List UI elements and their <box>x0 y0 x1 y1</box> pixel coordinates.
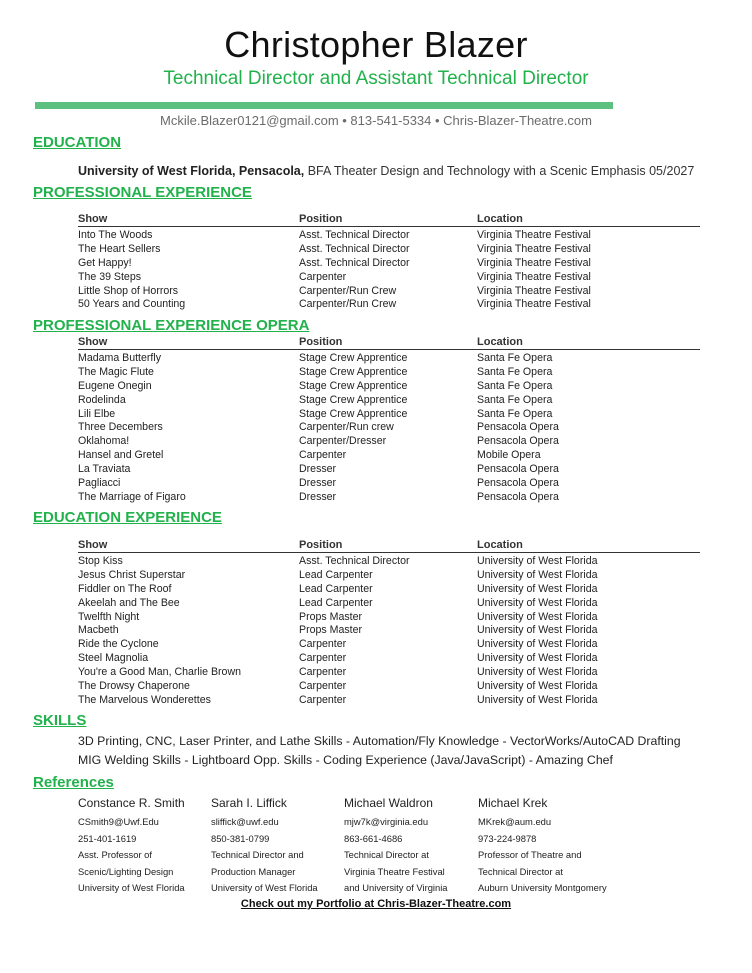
education-entry <box>78 164 694 178</box>
row-location: Santa Fe Opera <box>477 393 553 406</box>
row-show: Fiddler on The Roof <box>78 582 172 595</box>
row-show: Steel Magnolia <box>78 652 149 665</box>
reference-phone: 850-381-0799 <box>211 832 270 844</box>
row-location: Virginia Theatre Festival <box>477 284 591 297</box>
reference-card <box>78 794 208 897</box>
reference-title: University of West Florida <box>211 882 318 894</box>
reference-name: Sarah I. Liffick <box>211 796 287 810</box>
row-position: Carpenter/Run Crew <box>299 284 397 297</box>
table-row <box>78 350 700 364</box>
reference-title: and University of Virginia <box>344 882 448 894</box>
row-show: Little Shop of Horrors <box>78 284 179 297</box>
table-row <box>78 364 700 378</box>
table-row <box>78 406 700 420</box>
reference-title: Production Manager <box>211 865 296 877</box>
table-row <box>78 241 700 255</box>
row-position: Lead Carpenter <box>299 582 373 595</box>
col-location: Location <box>477 213 523 225</box>
table-row <box>78 553 700 567</box>
edu-experience-table <box>78 538 700 706</box>
row-location: Mobile Opera <box>477 449 541 462</box>
row-show: Ride the Cyclone <box>78 638 159 651</box>
table-header <box>78 335 700 350</box>
table-row <box>78 269 700 283</box>
header-divider <box>35 102 613 109</box>
row-position: Props Master <box>299 610 362 623</box>
row-position: Lead Carpenter <box>299 596 373 609</box>
reference-name: Michael Krek <box>478 796 548 810</box>
row-show: The Heart Sellers <box>78 242 161 255</box>
row-location: University of West Florida <box>477 638 598 651</box>
reference-name: Constance R. Smith <box>78 796 185 810</box>
row-show: The Drowsy Chaperone <box>78 680 190 693</box>
row-location: University of West Florida <box>477 596 598 609</box>
table-row <box>78 447 700 461</box>
row-position: Stage Crew Apprentice <box>299 379 408 392</box>
row-position: Dresser <box>299 463 337 476</box>
row-position: Carpenter/Run Crew <box>299 298 397 311</box>
reference-email[interactable]: mjw7k@virginia.edu <box>344 816 429 827</box>
row-position: Stage Crew Apprentice <box>299 407 408 420</box>
row-location: University of West Florida <box>477 568 598 581</box>
row-position: Lead Carpenter <box>299 568 373 581</box>
references-heading: References <box>33 774 114 791</box>
row-show: Hansel and Gretel <box>78 449 164 462</box>
row-location: Virginia Theatre Festival <box>477 229 591 241</box>
row-location: University of West Florida <box>477 555 598 567</box>
education-heading: EDUCATION <box>33 134 122 151</box>
col-position: Position <box>299 336 343 348</box>
row-location: Virginia Theatre Festival <box>477 298 591 311</box>
col-show: Show <box>78 336 108 348</box>
row-position: Carpenter <box>299 652 347 665</box>
table-row <box>78 567 700 581</box>
row-show: Jesus Christ Superstar <box>78 568 186 581</box>
row-location: Virginia Theatre Festival <box>477 242 591 255</box>
reference-email[interactable]: CSmith9@Uwf.Edu <box>78 816 159 827</box>
row-position: Dresser <box>299 477 337 490</box>
row-show: The Marriage of Figaro <box>78 490 186 503</box>
row-location: University of West Florida <box>477 680 598 693</box>
col-location: Location <box>477 539 523 551</box>
row-show: Lili Elbe <box>78 407 116 420</box>
row-show: The 39 Steps <box>78 270 142 283</box>
row-location: University of West Florida <box>477 582 598 595</box>
row-show: La Traviata <box>78 463 131 476</box>
row-location: University of West Florida <box>477 624 598 637</box>
reference-title: Asst. Professor of <box>78 849 152 861</box>
row-location: Pensacola Opera <box>477 490 559 503</box>
table-row <box>78 378 700 392</box>
portfolio-link[interactable]: Check out my Portfolio at Chris-Blazer-Theatre.com <box>240 898 512 910</box>
row-position: Asst. Technical Director <box>299 229 410 241</box>
table-row <box>78 692 700 706</box>
table-row <box>78 636 700 650</box>
row-position: Carpenter/Dresser <box>299 435 387 448</box>
row-position: Carpenter <box>299 693 347 706</box>
table-row <box>78 664 700 678</box>
row-location: Pensacola Opera <box>477 477 559 490</box>
table-row <box>78 392 700 406</box>
row-location: University of West Florida <box>477 693 598 706</box>
col-show: Show <box>78 213 108 225</box>
opera-table <box>78 335 700 503</box>
reference-title: Technical Director at <box>478 865 563 877</box>
skills-heading: SKILLS <box>33 712 87 729</box>
table-row <box>78 227 700 241</box>
row-position: Carpenter <box>299 638 347 651</box>
row-show: The Marvelous Wonderettes <box>78 693 211 706</box>
education-school: University of West Florida, Pensacola, <box>78 164 305 178</box>
table-row <box>78 595 700 609</box>
row-show: Oklahoma! <box>78 435 130 448</box>
professional-table <box>78 212 700 310</box>
row-show: You're a Good Man, Charlie Brown <box>78 666 241 679</box>
table-row <box>78 678 700 692</box>
table-row <box>78 581 700 595</box>
row-show: 50 Years and Counting <box>78 298 186 311</box>
row-show: Twelfth Night <box>78 610 140 623</box>
row-position: Dresser <box>299 490 337 503</box>
row-location: Virginia Theatre Festival <box>477 256 591 269</box>
row-position: Carpenter <box>299 449 347 462</box>
opera-heading: PROFESSIONAL EXPERIENCE OPERA <box>33 317 310 334</box>
table-row <box>78 489 700 503</box>
row-show: Three Decembers <box>78 421 163 434</box>
row-show: Madama Butterfly <box>78 352 162 364</box>
edu-experience-heading: EDUCATION EXPERIENCE <box>33 509 222 526</box>
education-date: 05/2027 <box>649 164 695 178</box>
reference-phone: 973-224-9878 <box>478 832 537 844</box>
reference-card <box>211 794 341 897</box>
resume-subtitle: Technical Director and Assistant Technical Director <box>163 68 589 89</box>
row-position: Asst. Technical Director <box>299 242 410 255</box>
table-header <box>78 538 700 553</box>
reference-title: Scenic/Lighting Design <box>78 865 174 877</box>
resume-name: Christopher Blazer <box>224 24 528 65</box>
row-show: Eugene Onegin <box>78 379 152 392</box>
reference-title: University of West Florida <box>78 882 185 894</box>
education-degree: BFA Theater Design and Technology with a Scenic Emphasis <box>304 164 650 178</box>
table-header <box>78 212 700 227</box>
reference-title: Professor of Theatre and <box>478 849 582 861</box>
reference-title: Virginia Theatre Festival <box>344 865 445 877</box>
row-location: University of West Florida <box>477 652 598 665</box>
col-location: Location <box>477 336 523 348</box>
professional-heading: PROFESSIONAL EXPERIENCE <box>33 184 252 201</box>
row-location: Pensacola Opera <box>477 421 559 434</box>
skills-line-2: MIG Welding Skills - Lightboard Opp. Skills - Coding Experience (Java/JavaScript) - Amazing Chef <box>78 753 613 767</box>
table-row <box>78 419 700 433</box>
skills-line-1: 3D Printing, CNC, Laser Printer, and Lathe Skills - Automation/Fly Knowledge - VectorWorks/AutoCAD Drafting <box>78 734 681 748</box>
table-row <box>78 296 700 310</box>
row-position: Carpenter <box>299 680 347 693</box>
row-show: Macbeth <box>78 624 119 637</box>
reference-phone: 251-401-1619 <box>78 832 137 844</box>
row-position: Stage Crew Apprentice <box>299 393 408 406</box>
col-position: Position <box>299 539 343 551</box>
row-position: Asst. Technical Director <box>299 256 410 269</box>
row-location: Santa Fe Opera <box>477 365 553 378</box>
opera-rows <box>78 350 700 503</box>
professional-rows <box>78 227 700 310</box>
row-location: Santa Fe Opera <box>477 407 553 420</box>
row-show: The Magic Flute <box>78 365 154 378</box>
row-position: Carpenter <box>299 666 347 679</box>
row-position: Carpenter/Run crew <box>299 421 394 434</box>
reference-email[interactable]: MKrek@aum.edu <box>478 816 552 827</box>
row-location: University of West Florida <box>477 610 598 623</box>
table-row <box>78 609 700 623</box>
table-row <box>78 650 700 664</box>
reference-title: Technical Director at <box>344 849 429 861</box>
table-row <box>78 622 700 636</box>
row-show: Into The Woods <box>78 229 153 241</box>
row-location: Pensacola Opera <box>477 463 559 476</box>
table-row <box>78 475 700 489</box>
reference-card <box>478 794 608 897</box>
reference-phone: 863-661-4686 <box>344 832 403 844</box>
row-show: Akeelah and The Bee <box>78 596 180 609</box>
table-row <box>78 255 700 269</box>
col-position: Position <box>299 213 343 225</box>
table-row <box>78 283 700 297</box>
row-show: Stop Kiss <box>78 555 123 567</box>
table-row <box>78 461 700 475</box>
row-show: Pagliacci <box>78 477 121 490</box>
col-show: Show <box>78 539 108 551</box>
row-location: Pensacola Opera <box>477 435 559 448</box>
row-show: Rodelinda <box>78 393 126 406</box>
reference-title: Technical Director and <box>211 849 304 861</box>
contact-line: Mckile.Blazer0121@gmail.com • 813-541-5334 • Chris-Blazer-Theatre.com <box>160 113 592 128</box>
row-position: Asst. Technical Director <box>299 555 410 567</box>
row-position: Carpenter <box>299 270 347 283</box>
reference-title: Auburn University Montgomery <box>478 882 607 894</box>
reference-name: Michael Waldron <box>344 796 433 810</box>
row-location: Virginia Theatre Festival <box>477 270 591 283</box>
row-location: University of West Florida <box>477 666 598 679</box>
row-location: Santa Fe Opera <box>477 379 553 392</box>
row-position: Props Master <box>299 624 362 637</box>
row-position: Stage Crew Apprentice <box>299 365 408 378</box>
edu-experience-rows <box>78 553 700 706</box>
table-row <box>78 433 700 447</box>
row-position: Stage Crew Apprentice <box>299 352 408 364</box>
reference-email[interactable]: sliffick@uwf.edu <box>211 816 279 827</box>
row-show: Get Happy! <box>78 256 132 269</box>
row-location: Santa Fe Opera <box>477 352 553 364</box>
reference-card <box>344 794 474 897</box>
